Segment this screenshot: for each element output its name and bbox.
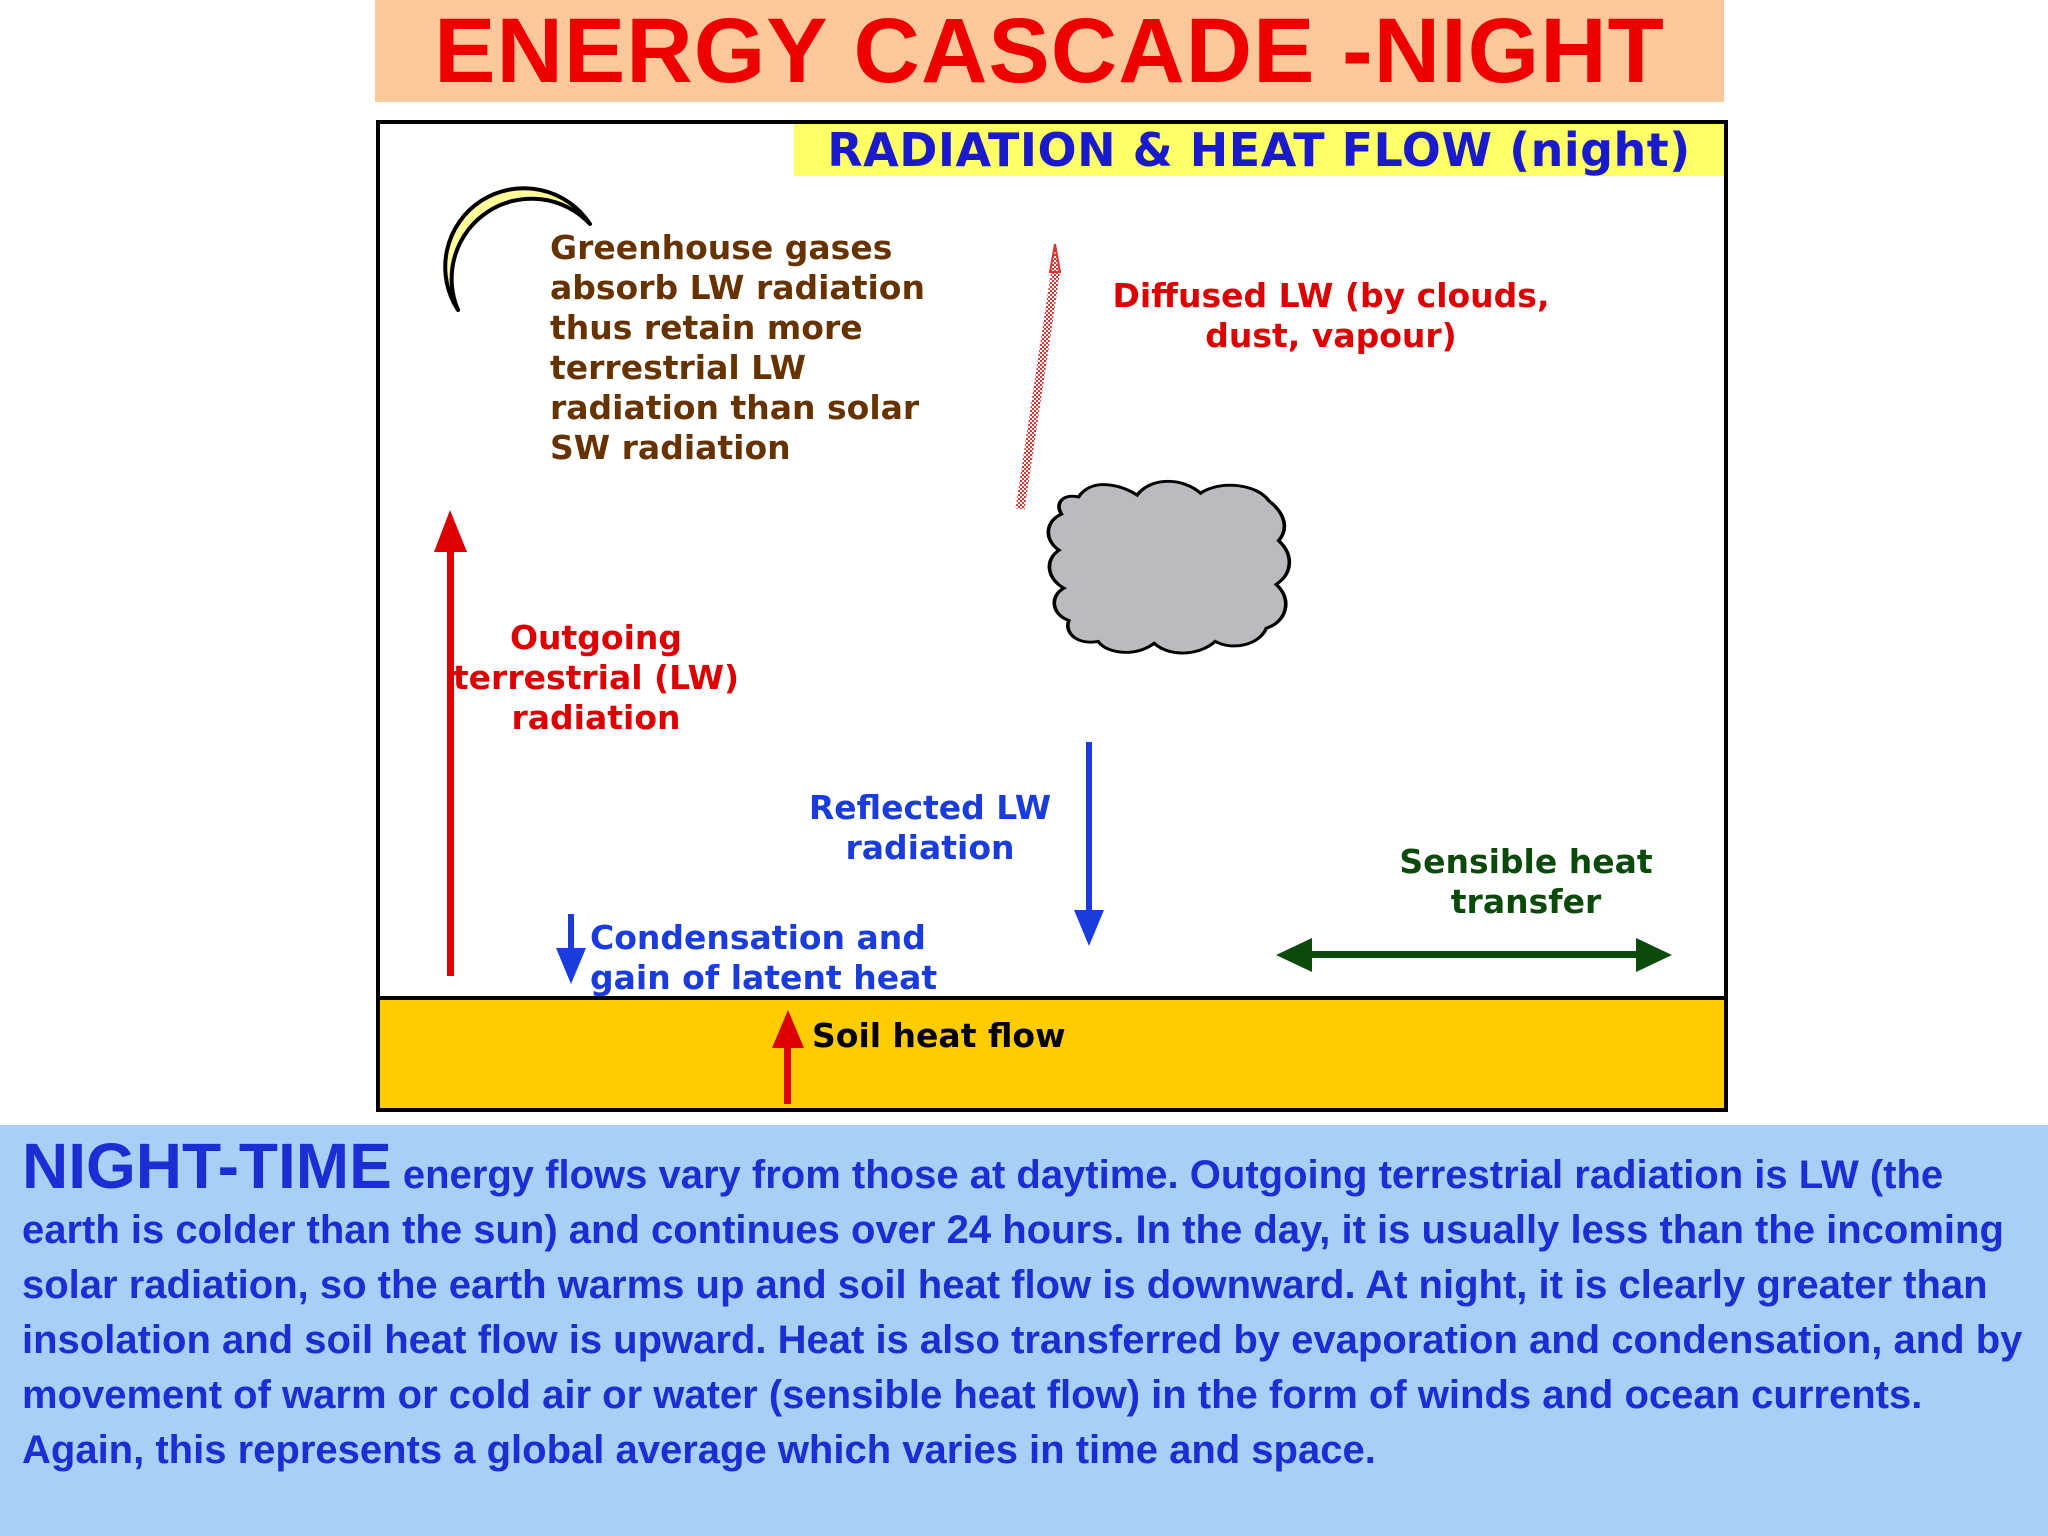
diffused-lw-arrow [1020,244,1060,509]
sensible-heat-arrow [1276,938,1672,972]
soil-heat-arrow [772,1010,804,1104]
outgoing-lw-label: Outgoing terrestrial (LW) radiation [452,618,740,737]
diagram-frame [376,120,1728,1112]
page-title: ENERGY CASCADE -NIGHT [434,0,1665,102]
diagram-header-text: RADIATION & HEAT FLOW (night) [827,123,1691,177]
caption-lead: NIGHT-TIME [22,1130,392,1202]
greenhouse-label: Greenhouse gases absorb LW radiation thus retain more terrestrial LW radiation than solar SW radiation [550,228,925,467]
condensation-label: Condensation and gain of latent heat [590,918,938,997]
cloud-icon [1048,481,1289,653]
diffused-lw-label: Diffused LW (by clouds, dust, vapour) [1112,276,1550,355]
caption-box [0,1125,2048,1536]
reflected-lw-label: Reflected LW radiation [808,788,1052,867]
soil-heat-label: Soil heat flow [812,1016,1066,1055]
title-banner [375,0,1724,102]
diagram-header [794,124,1724,176]
caption-body: energy flows vary from those at daytime. Outgoing terrestrial radiation is LW (the earth is colder than the sun) and continues over 24 hours. In the day, it is usually less than the incoming solar radiation, so the earth warms up and soil heat flow is downward. At night, it is clearly greater than insolation and soil heat flow is upward. Heat is also transferred by evaporation and condensation, and by movement of warm or cold air or water (sensible heat flow) in the form of winds and ocean currents. Again, this represents a global average which varies in time and space. [22,1153,2023,1472]
condensation-arrow [556,914,586,984]
outgoing-lw-arrow [434,510,467,976]
sensible-heat-label: Sensible heat transfer [1399,842,1653,921]
caption-paragraph [22,1130,2028,1478]
